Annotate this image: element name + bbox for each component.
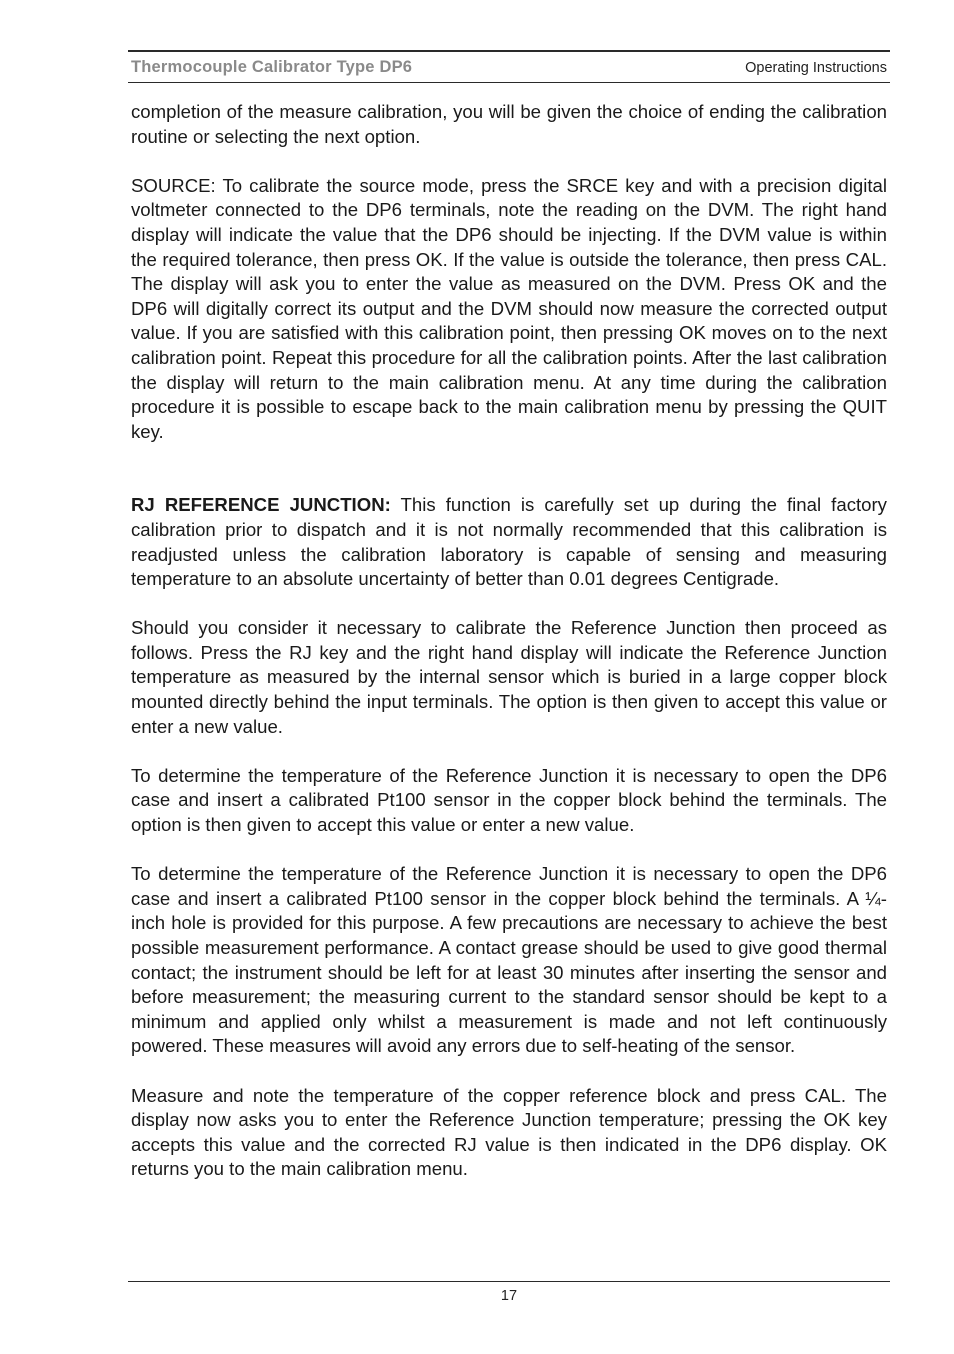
page-body — [131, 100, 887, 1182]
paragraph-rj-determine-2: To determine the temperature of the Reference Junction it is necessary to open the DP6 case and insert a calibrated Pt100 sensor in the copper block behind the terminals. A ¼-inch hole is provided for this purpose. A few precautions are necessary to achieve the best possible measurement performance. A contact grease should be used to give good thermal contact; the instrument should be left for at least 30 minutes after inserting the sensor and before measurement; the measuring current to the standard sensor should be kept to a minimum and applied only whilst a measurement is made and not left continuously powered. These measures will avoid any errors due to self-heating of the sensor. — [131, 863, 887, 1057]
page-header — [128, 50, 890, 83]
rj-intro-text: This function is carefully set up during the final factory calibration prior to dispatch and it is not normally recommended that this calibration is readjusted unless the calibration laboratory is capable of sensing and measuring temperature to an absolute uncertainty of better than 0.01 degrees Centigrade. — [131, 494, 887, 590]
paragraph-rj-measure: Measure and note the temperature of the copper reference block and press CAL. The display now asks you to enter the Reference Junction temperature; pressing the OK key accepts this value and the corrected RJ value is then indicated in the DP6 display. OK returns you to the main calibration menu. — [131, 1084, 887, 1180]
document-title: Thermocouple Calibrator Type DP6 — [131, 58, 413, 76]
paragraph-measure-completion: completion of the measure calibration, you will be given the choice of ending the calibration routine or selecting the next option. — [131, 101, 887, 147]
section-label: Operating Instructions — [745, 60, 887, 76]
paragraph-rj-procedure: Should you consider it necessary to calibrate the Reference Junction then proceed as follows. Press the RJ key and the right hand display will indicate the Reference Junction temperature as measured by the internal sensor which is buried in a large copper block mounted directly behind the input terminals. The option is then given to accept this value or enter a new value. — [131, 617, 887, 737]
paragraph-rj-reference-junction — [131, 493, 887, 591]
footer-rule — [128, 1281, 890, 1282]
paragraph-source: SOURCE: To calibrate the source mode, press the SRCE key and with a precision digital voltmeter connected to the DP6 terminals, note the reading on the DVM. The right hand display will indicate the value that the DP6 should be injecting. If the DVM value is within the required tolerance, then press OK. If the value is outside the tolerance, then press CAL. The display will ask you to enter the value as measured on the DVM. Press OK and the DP6 will digitally correct its output and the DVM should now measure the corrected output value. If you are satisfied with this calibration point, then pressing OK moves on to the next calibration point. Repeat this procedure for all the calibration points. After the last calibration the display will return to the main calibration menu. At any time during the calibration procedure it is possible to escape back to the main calibration menu by pressing the QUIT key. — [131, 174, 887, 442]
paragraph-rj-determine-1: To determine the temperature of the Reference Junction it is necessary to open the DP6 case and insert a calibrated Pt100 sensor in the copper block behind the terminals. The option is then given to accept this value or enter a new value. — [131, 764, 887, 836]
rj-heading: RJ REFERENCE JUNCTION: — [131, 494, 391, 516]
page-number: 17 — [500, 1288, 518, 1304]
